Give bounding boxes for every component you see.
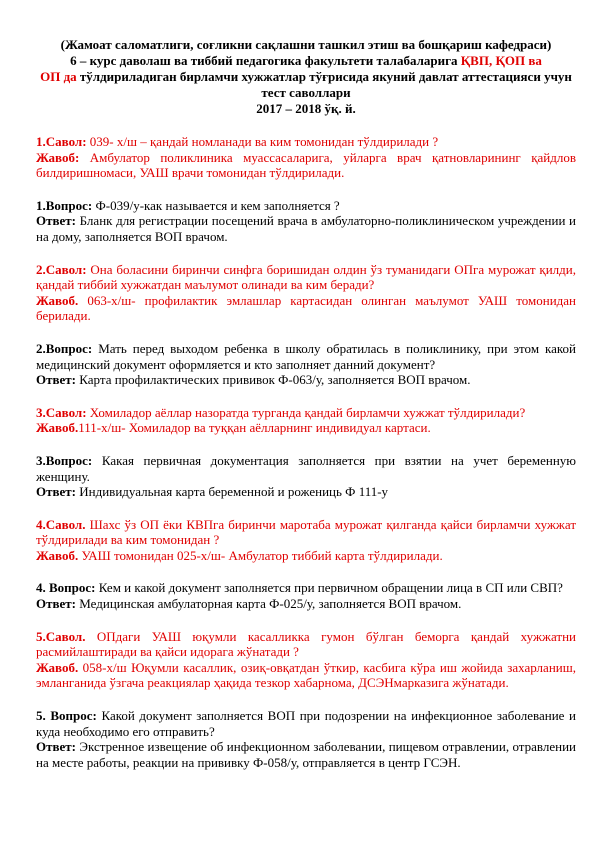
answer: Ответ: Экстренное извещение об инфекционном заболевании, пищевом отравлении, отравлении на месте работы, реакции на прививку Ф-058/у, отправляется в центр ГСЭН. [36,739,576,770]
question: 5.Савол. ОПдаги УАШ юқумли касалликка гумон бўлган беморга қандай хужжатни расмийлаштиради ва қайси идорага жўнатади ? [36,628,576,660]
qa-block-ru [36,341,576,388]
question: 2.Савол: Она боласини биринчи синфга боришидан олдин ўз туманидаги ОПга мурожат қилди, қандай тиббий хужжатдан маълумот олинади ва ким беради? [36,261,576,293]
highlight-kvp-kop: ҚВП, ҚОП ва [460,53,542,68]
question: 3.Савол: Хомиладор аёллар назоратда турганда қандай бирламчи хужжат тўлдирилади? [36,404,526,420]
question: 1.Вопрос: Ф-039/у-как называется и кем заполняется ? [36,197,340,213]
answer: Жавоб. 058-х/ш Юқумли касаллик, озиқ-овқатдан ўткир, касбига кўра иш жойида захарланиш, эмланганида ўзгача реакциялар ҳақида тезкор хабарнома, ДСЭНмарказига жўнатади. [36,659,576,691]
qa-block-ru [36,453,576,500]
question: 5. Вопрос: Какой документ заполняется ВОП при подозрении на инфекционное заболевание и куда необходимо его отправить? [36,708,576,739]
question: 4. Вопрос: Кем и какой документ заполняется при первичном обращении лица в СП или СВП? [36,580,563,596]
question: 4.Савол. Шахс ўз ОП ёки КВПга биринчи маротаба мурожат қилганда қайси бирламчи хужжат тўлдирилади ва ким томонидан ? [36,516,576,548]
answer: Жавоб. 063-х/ш- профилактик эмлашлар картасидан олинган маълумот УАШ томонидан берилади. [36,292,576,324]
answer: Ответ: Медицинская амбулаторная карта Ф-025/у, заполняется ВОП врачом. [36,596,462,612]
question: 3.Вопрос: Какая первичная документация заполняется при взятии на учет беременную женщину. [36,452,576,484]
document-page [36,37,576,770]
answer: Жавоб.111-х/ш- Хомиладор ва туққан аёлларнинг индивидуал картаси. [36,420,431,436]
answer: Ответ: Индивидуальная карта беременной и рожениць Ф 111-у [36,484,389,500]
topic-line: ОП да тўлдириладиган бирламчи хужжатлар тўғрисида якуний давлат аттестацияси учун тест саволлари [40,69,572,100]
answer: Ответ: Бланк для регистрации посещений врача в амбулаторно-поликлиническом учреждении и на дому, заполняется ВОП врачом. [36,213,576,244]
academic-year: 2017 – 2018 ўқ. й. [256,101,356,116]
qa-block-uz [36,405,576,436]
department-line: (Жамоат саломатлиги, соғликни сақлашни ташкил этиш ва бошқариш кафедраси) [60,37,552,52]
document-header [36,37,576,117]
answer: Ответ: Карта профилактических прививок Ф-063/у, заполняется ВОП врачом. [36,372,471,388]
qa-block-uz [36,629,576,691]
qa-block-uz [36,134,576,181]
qa-block-ru [36,198,576,245]
qa-block-ru [36,580,576,611]
answer: Жавоб: Амбулатор поликлиника муассасаларига, уйларга врач қатновларининг қайдлов билдиришномаси, УАШ врачи томонидан тўлдирилади. [36,149,576,181]
qa-block-ru [36,708,576,770]
course-line: 6 – курс даволаш ва тиббий педагогика факультети талабаларига ҚВП, ҚОП ва [70,53,542,68]
question: 2.Вопрос: Мать перед выходом ребенка в школу обратилась в поликлинику, при этом какой медицинский документ оформляется и кто заполняет данний документ? [36,340,576,372]
qa-block-uz [36,262,576,324]
answer: Жавоб. УАШ томонидан 025-х/ш- Амбулатор тиббий карта тўлдирилади. [36,547,443,563]
highlight-op: ОП да [40,69,77,84]
qa-block-uz [36,517,576,564]
question: 1.Савол: 039- х/ш – қандай номланади ва ким томонидан тўлдирилади ? [36,134,439,149]
